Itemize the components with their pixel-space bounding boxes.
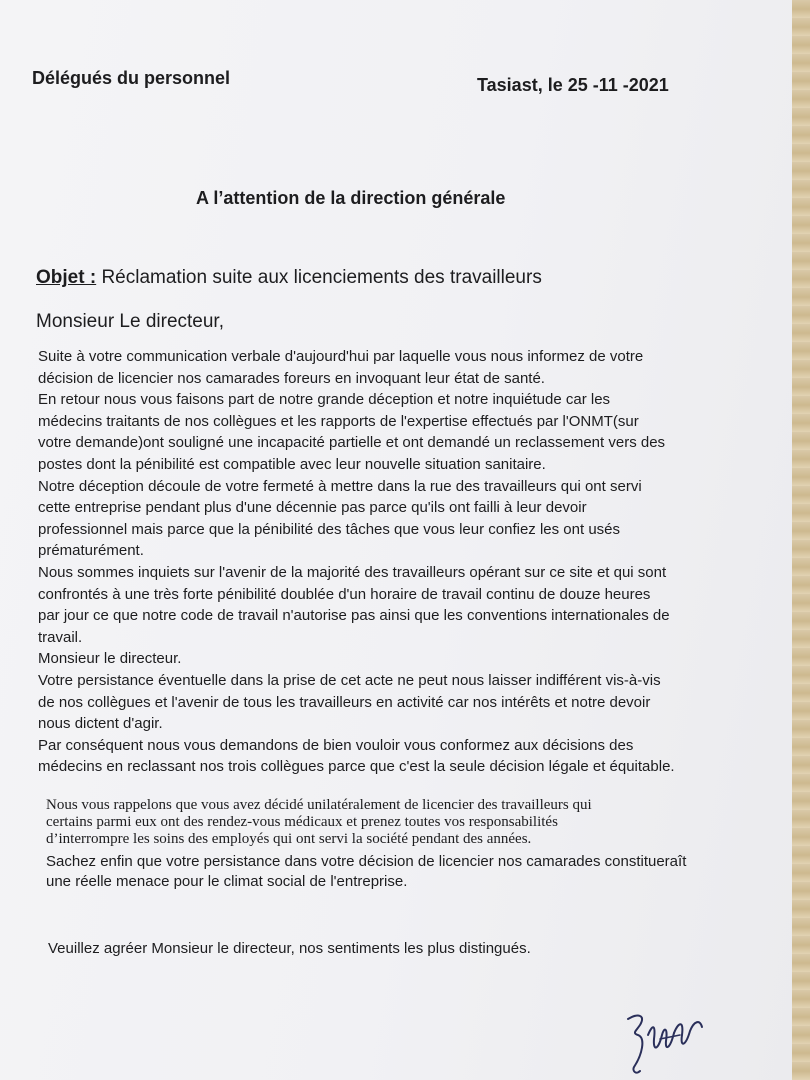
subject-line: [36, 267, 542, 289]
body-line: votre demande)ont souligné une incapacité partielle et ont demandé un reclassement vers des: [38, 434, 666, 452]
body-line: décision de licencier nos camarades foreurs en invoquant leur état de santé.: [38, 369, 545, 387]
final-line: une réelle menace pour le climat social de l'entreprise.: [46, 873, 408, 890]
desk-edge: [792, 0, 810, 1080]
body-line: Notre déception découle de votre fermeté à mettre dans la rue des travailleurs qui ont servi: [38, 477, 642, 495]
body-line: de nos collègues et l'avenir de tous les travailleurs en activité car nos intérêts et notre devoir: [38, 693, 651, 711]
body-line: nous dictent d'agir.: [38, 715, 163, 733]
body-line: prématurément.: [38, 542, 144, 560]
subject-label: Objet :: [36, 267, 97, 288]
subject-text: Réclamation suite aux licenciements des travailleurs: [101, 267, 542, 288]
body-line: médecins traitants de nos collègues et les rapports de l'expertise effectués par l'ONMT(sur: [38, 412, 639, 430]
body-line: Monsieur le directeur.: [38, 650, 182, 668]
body-line: confrontés à une très forte pénibilité doublée d'un horaire de travail continu de douze heures: [38, 585, 651, 603]
body-line: par jour ce que notre code de travail n'autorise pas ainsi que les conventions internationales de: [38, 607, 670, 625]
body-line: professionnel mais parce que la pénibilité des tâches que vous leur confiez les ont usés: [38, 520, 621, 538]
final-paragraph: [46, 852, 746, 892]
closing-line: Veuillez agréer Monsieur le directeur, nos sentiments les plus distingués.: [48, 940, 531, 957]
body-line: médecins en reclassant nos trois collègues parce que c'est la seule décision légale et équitable.: [38, 758, 675, 776]
handwritten-signature: [620, 1005, 730, 1080]
salutation: Monsieur Le directeur,: [36, 311, 224, 332]
body-line: Suite à votre communication verbale d'aujourd'hui par laquelle vous nous informez de votre: [38, 348, 644, 365]
reminder-paragraph: [46, 797, 746, 848]
body-line: Votre persistance éventuelle dans la prise de cet acte ne peut nous laisser indifférent vis-à-vis: [38, 671, 661, 689]
place-date: Tasiast, le 25 -11 -2021: [477, 75, 669, 95]
body-line: travail.: [38, 628, 83, 646]
attention-line: A l’attention de la direction générale: [196, 188, 506, 208]
final-line: Sachez enfin que votre persistance dans votre décision de licencier nos camarades constitueraît: [46, 853, 687, 870]
body-line: En retour nous vous faisons part de notre grande déception et notre inquiétude car les: [38, 391, 611, 409]
body-line: cette entreprise pendant plus d'une décennie pas parce qu'ils ont failli à leur devoir: [38, 499, 587, 517]
body-line: Par conséquent nous vous demandons de bien vouloir vous conformez aux décisions des: [38, 736, 634, 754]
letter-body: [38, 346, 738, 778]
sender-heading: Délégués du personnel: [32, 68, 231, 88]
reminder-line: certains parmi eux ont des rendez-vous médicaux et prenez toutes vos responsabilités: [46, 814, 558, 830]
reminder-line: Nous vous rappelons que vous avez décidé unilatéralement de licencier des travailleurs qui: [46, 797, 592, 813]
reminder-line: d’interrompre les soins des employés qui ont servi la société pendant des années.: [46, 831, 532, 847]
body-line: postes dont la pénibilité est compatible avec leur nouvelle situation sanitaire.: [38, 455, 546, 473]
body-line: Nous sommes inquiets sur l'avenir de la majorité des travailleurs opérant sur ce site et qui sont: [38, 563, 667, 581]
